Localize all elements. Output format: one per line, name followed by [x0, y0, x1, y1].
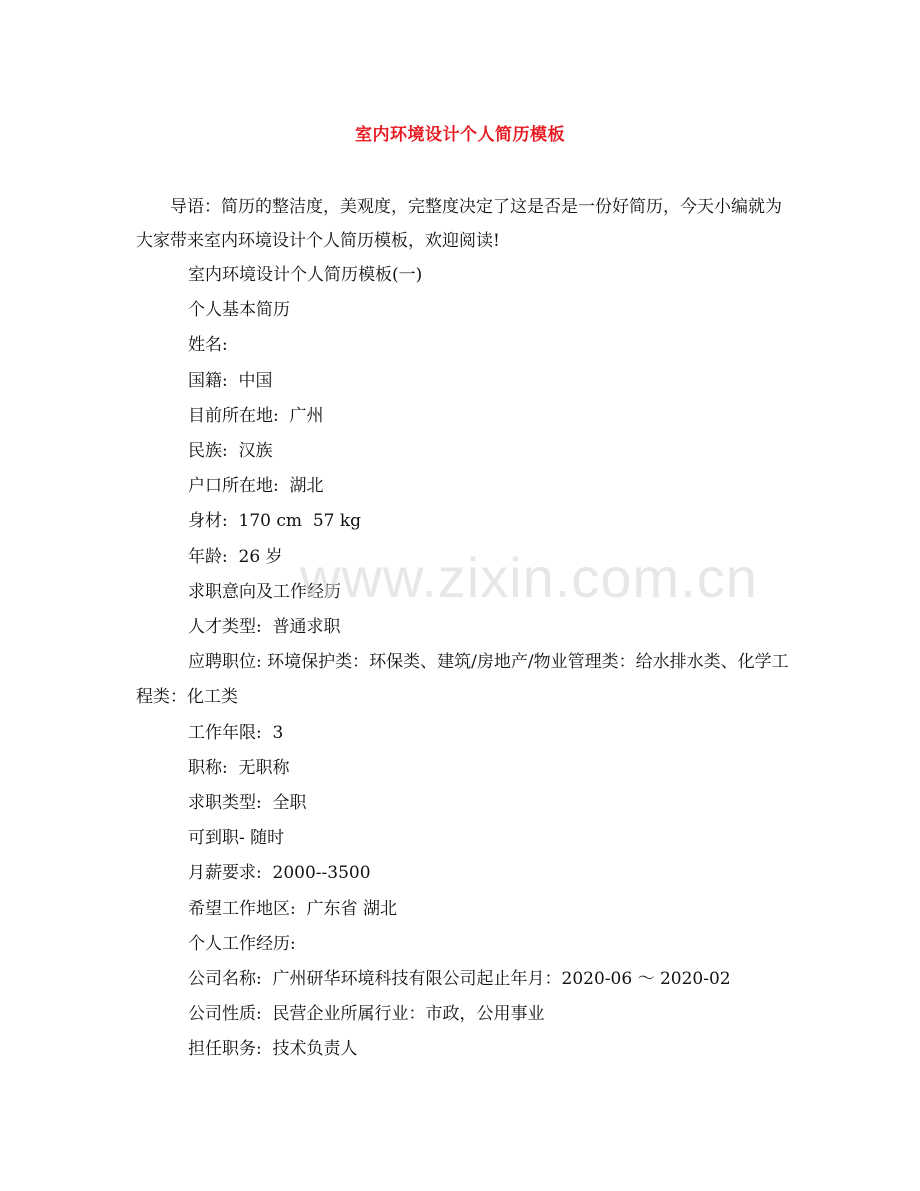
field-household-registration: 户口所在地: 湖北 [188, 476, 324, 497]
field-physique: 身材: 170 cm 57 kg [188, 511, 362, 532]
field-available-date: 可到职- 随时 [188, 828, 285, 849]
field-position-held: 担任职务: 技术负责人 [188, 1039, 358, 1060]
section-heading-template: 室内环境设计个人简历模板(一) [188, 265, 423, 285]
document-title: 室内环境设计个人简历模板 [355, 125, 565, 145]
field-ethnicity: 民族: 汉族 [188, 441, 273, 462]
field-age: 年龄: 26 岁 [188, 546, 283, 567]
field-years-of-work: 工作年限: 3 [188, 722, 284, 743]
field-name: 姓名: [188, 335, 228, 356]
resume-body [136, 258, 796, 1068]
intro-paragraph: 导语：简历的整洁度，美观度，完整度决定了这是否是一份好简历，今天小编就为大家带来室内环境设计个人简历模板，欢迎阅读! [136, 197, 782, 251]
field-current-location: 目前所在地: 广州 [188, 405, 324, 426]
field-talent-type: 人才类型: 普通求职 [188, 617, 341, 638]
field-company-nature: 公司性质: 民营企业所属行业：市政，公用事业 [188, 1004, 545, 1025]
field-salary: 月薪要求: 2000--3500 [188, 863, 371, 884]
field-desired-region: 希望工作地区: 广东省 湖北 [188, 898, 397, 919]
section-heading-basic: 个人基本简历 [188, 300, 290, 321]
field-applied-position: 应聘职位: 环境保护类：环保类、建筑/房地产/物业管理类：给水排水类、化学工程类：化工类 [136, 652, 789, 708]
section-heading-job-intent: 求职意向及工作经历 [188, 581, 341, 602]
field-professional-title: 职称: 无职称 [188, 757, 290, 778]
field-company-name: 公司名称: 广州研华环境科技有限公司起止年月：2020-06 ～ 2020-02 [188, 969, 731, 990]
watermark: www.zixin.com.cn [300, 546, 758, 609]
field-nationality: 国籍: 中国 [188, 370, 273, 391]
section-heading-work-history: 个人工作经历: [188, 933, 296, 954]
field-job-type: 求职类型: 全职 [188, 793, 307, 814]
